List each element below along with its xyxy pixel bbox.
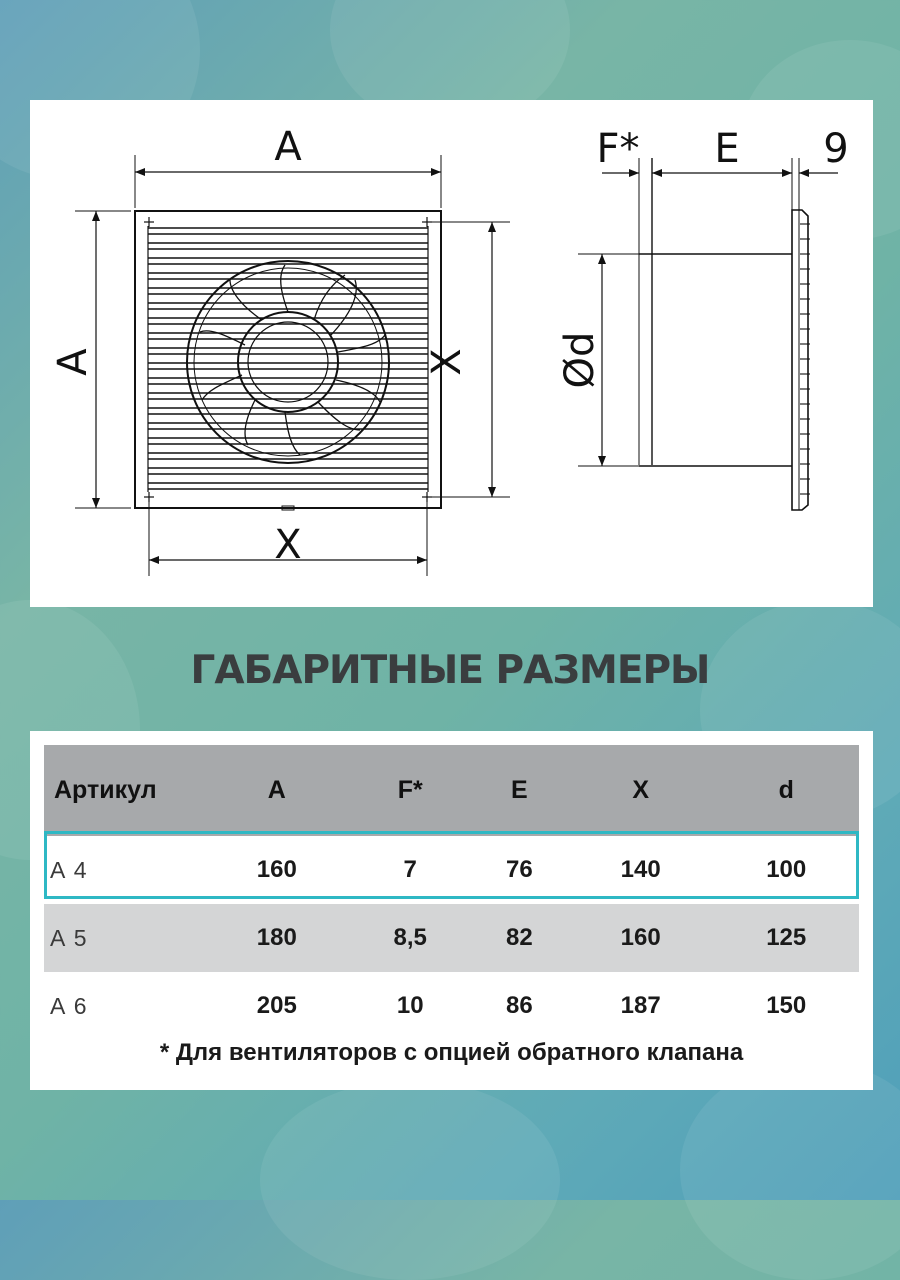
cell-a: 205 xyxy=(256,992,297,1019)
header-a: A xyxy=(204,745,350,836)
table-row xyxy=(44,836,859,904)
side-view xyxy=(578,158,838,510)
header-d: d xyxy=(713,745,859,836)
cell-a: 160 xyxy=(256,856,297,883)
cell-a: 180 xyxy=(204,904,350,972)
cell-x: 187 xyxy=(620,992,661,1019)
section-title: ГАБАРИТНЫЕ РАЗМЕРЫ xyxy=(190,648,710,693)
header-x: X xyxy=(568,745,714,836)
header-article: Артикул xyxy=(44,745,204,836)
cell-d: 150 xyxy=(766,992,807,1019)
cell-e: 86 xyxy=(506,992,533,1019)
cell-f: 8,5 xyxy=(350,904,471,972)
label-a-left: A xyxy=(50,348,96,376)
cell-article: А 5 xyxy=(44,904,204,972)
table-row xyxy=(44,972,859,1040)
technical-drawing-panel xyxy=(30,100,873,607)
label-a-top: A xyxy=(274,124,302,170)
cell-d: 100 xyxy=(766,856,807,883)
dimensions-table xyxy=(44,745,859,1040)
label-d: Ød xyxy=(557,331,603,389)
cell-d: 125 xyxy=(713,904,859,972)
cell-article: А 6 xyxy=(50,992,88,1019)
label-e: E xyxy=(714,126,740,172)
cell-x: 160 xyxy=(568,904,714,972)
dimensions-table-panel xyxy=(30,731,873,1090)
label-9: 9 xyxy=(823,126,849,172)
header-e: E xyxy=(471,745,568,836)
cell-e: 82 xyxy=(471,904,568,972)
footnote: * Для вентиляторов с опцией обратного клапана xyxy=(159,1039,744,1066)
label-x-bottom: X xyxy=(274,522,302,568)
cell-article: А 4 xyxy=(50,856,88,883)
cell-f: 10 xyxy=(396,992,424,1019)
cell-e: 76 xyxy=(506,856,533,883)
technical-drawing xyxy=(30,100,873,607)
header-f: F* xyxy=(350,745,471,836)
label-f: F* xyxy=(596,126,640,172)
table-row xyxy=(44,904,859,972)
cell-f: 7 xyxy=(403,856,417,883)
table-header-row xyxy=(44,745,859,836)
cell-x: 140 xyxy=(620,856,661,883)
label-x-right: X xyxy=(424,348,470,376)
